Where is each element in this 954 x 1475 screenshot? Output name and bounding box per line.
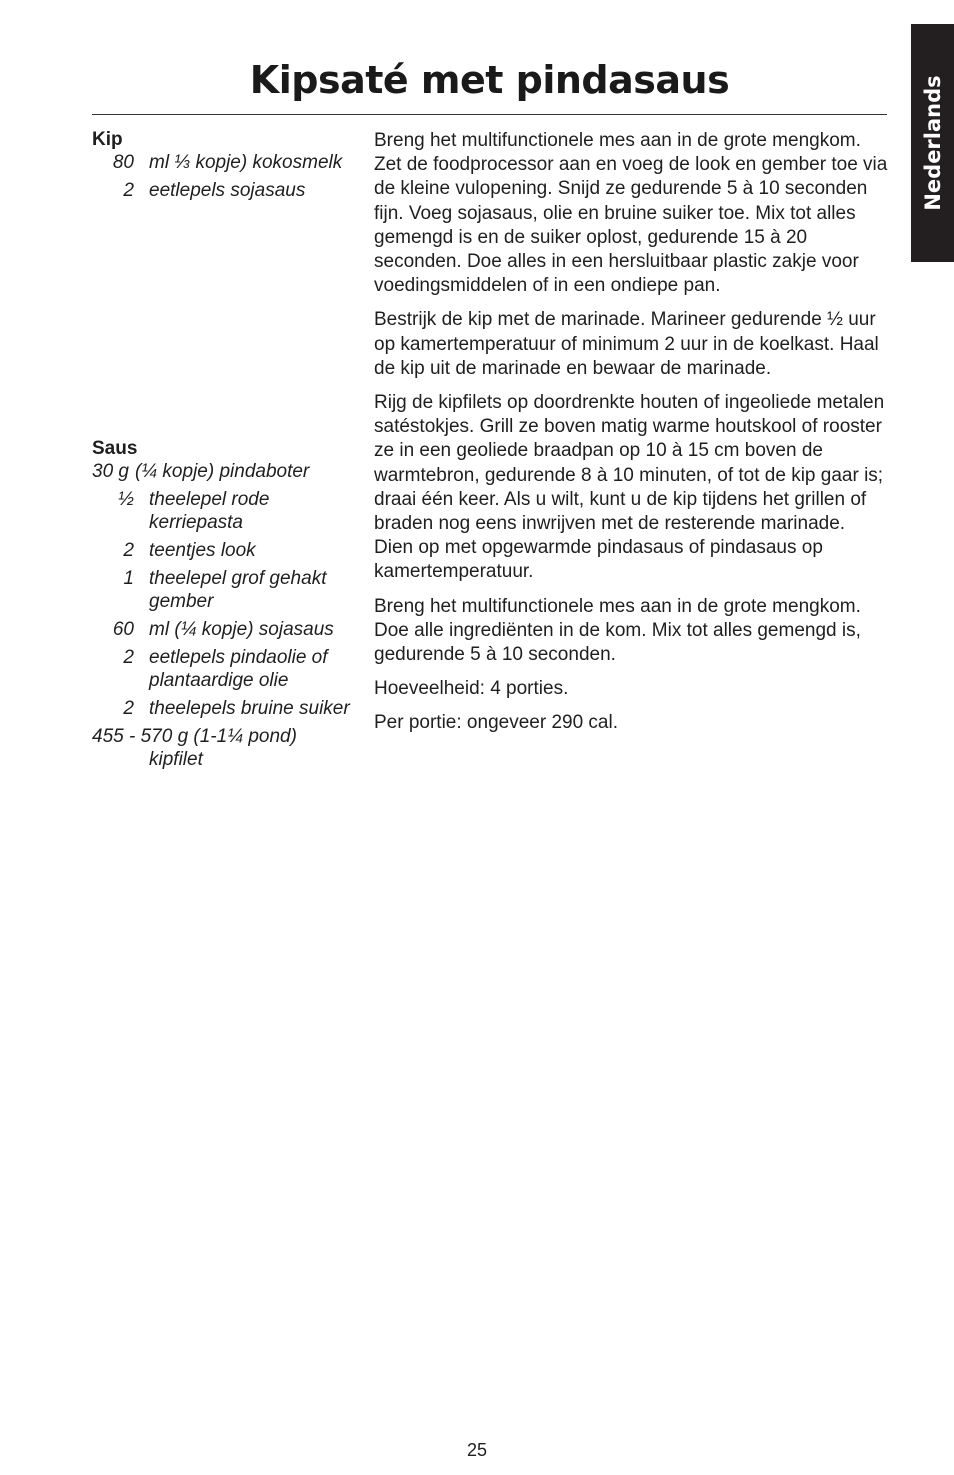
- ingredient-qty: ½: [118, 489, 134, 510]
- ingredient-row: [92, 618, 362, 641]
- ingredient-desc: (¼ kopje) pindaboter: [134, 461, 310, 482]
- ingredient-desc: teentjes look: [149, 540, 256, 561]
- kip-heading: Kip: [92, 129, 123, 150]
- ingredient-row: [92, 179, 362, 202]
- ingredient-desc: ml (¼ kopje) sojasaus: [149, 619, 334, 640]
- ingredient-desc: theelepels bruine suiker: [149, 698, 350, 719]
- instruction-paragraph: Breng het multifunctionele mes aan in de grote mengkom. Doe alle ingrediënten in de kom. Mix tot alles gemengd is, gedurende 5 à 10 seconden.: [374, 595, 861, 666]
- language-tab-label: Nederlands: [920, 75, 945, 211]
- page-number: 25: [466, 1440, 488, 1460]
- ingredients-column: [92, 128, 362, 776]
- ingredient-qty: 2: [123, 540, 134, 561]
- language-tab: [911, 24, 954, 262]
- instruction-paragraph: Rijg de kipfilets op doordrenkte houten of ingeoliede metalen satéstokjes. Grill ze boven matig warme houtskool of rooster ze in een geoliede braadpan op 10 à 15 cm boven de warmtebron, gedurende 8 à 10 minuten, of tot de kip gaar is; draai één keer. Als u wilt, kunt u de kip tijdens het grillen of braden nog eens inwrijven met de resterende marinade. Dien op met opgewarmde pindasaus of pindasaus op kamertemperatuur.: [374, 392, 885, 583]
- title-divider: [92, 114, 887, 115]
- ingredient-desc: ml ⅓ kopje) kokosmelk: [149, 152, 343, 173]
- ingredient-desc: eetlepels sojasaus: [149, 180, 306, 201]
- ingredient-qty: 60: [112, 619, 134, 640]
- page-title: Kipsaté met pindasaus: [249, 58, 730, 102]
- ingredient-qty: 455 - 570 g (1-1¼ pond): [92, 726, 297, 747]
- instructions-column: [374, 129, 889, 746]
- ingredient-qty: 2: [123, 180, 134, 201]
- ingredient-row: [92, 539, 362, 562]
- ingredient-qty: 30 g: [92, 461, 129, 482]
- yield-text: Hoeveelheid: 4 porties.: [374, 678, 569, 700]
- ingredient-row: [92, 697, 362, 720]
- ingredient-qty: 2: [123, 698, 134, 719]
- ingredient-row: [92, 725, 362, 748]
- ingredient-qty: 2: [123, 647, 134, 668]
- ingredient-row: [92, 151, 362, 174]
- ingredient-desc: theelepel grof gehakt gember: [149, 568, 327, 612]
- ingredient-qty: 80: [112, 152, 134, 173]
- instruction-paragraph: Breng het multifunctionele mes aan in de grote mengkom. Zet de foodprocessor aan en voeg de look en gember toe via de kleine vulopening. Snijd ze gedurende 5 à 10 seconden fijn. Voeg sojasaus, olie en bruine suiker toe. Mix tot alles gemengd is en de suiker oplost, gedurende 15 à 20 seconden. Doe alles in een hersluitbaar plastic zakje voor voedingsmiddelen of in een ondiepe pan.: [374, 130, 888, 297]
- ingredient-row: [92, 646, 362, 692]
- ingredient-row: [92, 488, 362, 534]
- ingredient-desc: eetlepels pindaolie of plantaardige olie: [149, 647, 328, 691]
- calories-text: Per portie: ongeveer 290 cal.: [374, 712, 618, 734]
- ingredient-row: [92, 460, 362, 483]
- ingredient-row: [92, 567, 362, 613]
- ingredient-desc: kipfilet: [149, 749, 203, 770]
- ingredient-desc: theelepel rode kerriepasta: [149, 489, 270, 533]
- ingredient-qty: 1: [123, 568, 134, 589]
- saus-heading: Saus: [92, 438, 138, 459]
- instruction-paragraph: Bestrijk de kip met de marinade. Marineer gedurende ½ uur op kamertemperatuur of minimum 2 uur in de koelkast. Haal de kip uit de marinade en bewaar de marinade.: [374, 309, 879, 379]
